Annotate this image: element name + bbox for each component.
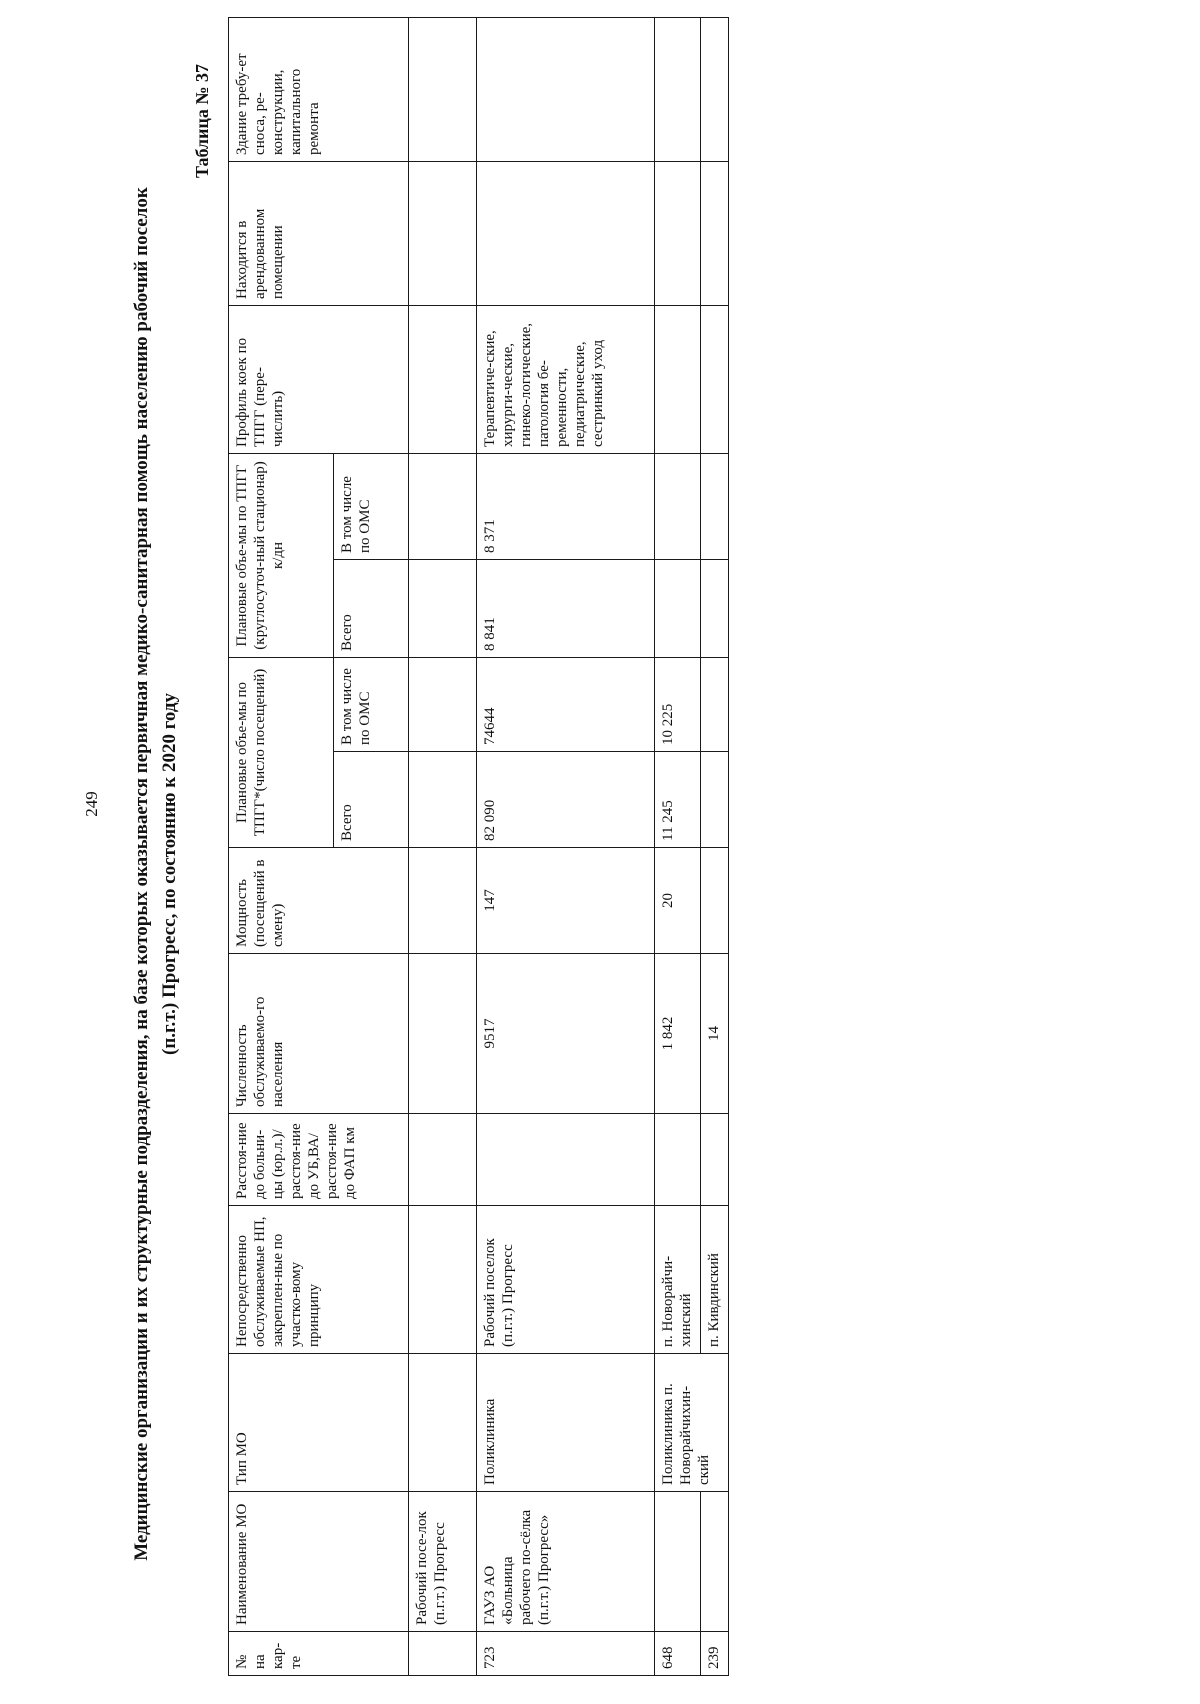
cell-demolition bbox=[655, 17, 701, 161]
cell-distance bbox=[655, 1114, 701, 1206]
cell-capacity: 147 bbox=[477, 848, 655, 954]
cell-inpatient-oms: 8 371 bbox=[477, 453, 655, 559]
cell-population: 1 842 bbox=[655, 954, 701, 1114]
cell-settlements bbox=[409, 1206, 477, 1354]
header-col-distance: Расстоя-ние до больни-цы (юр.л.)/ расстоя-ние до УБ,ВА/ расстоя-ние до ФАП км bbox=[229, 1114, 409, 1206]
cell-rented bbox=[655, 161, 701, 305]
cell-visits-total bbox=[701, 752, 729, 848]
cell-distance bbox=[409, 1114, 477, 1206]
header-visits-oms: В том числе по ОМС bbox=[334, 657, 409, 751]
cell-settlements: Рабочий поселок (п.г.т.) Прогресс bbox=[477, 1206, 655, 1354]
header-col-bed-profile: Профиль коек по ТПГГ (пере-числить) bbox=[229, 305, 409, 453]
cell-capacity: 20 bbox=[655, 848, 701, 954]
cell-demolition bbox=[701, 17, 729, 161]
header-col-population: Численность обслуживаемо-го населения bbox=[229, 954, 409, 1114]
cell-inpatient-total: 8 841 bbox=[477, 559, 655, 657]
cell-rented bbox=[477, 161, 655, 305]
cell-bed-profile: Терапевтиче-ские, хирурги-ческие, гинеко-логические, патология бе-ременности, педиатрические, сестринкий уход bbox=[477, 305, 655, 453]
header-col-mo-name: Наименование МО bbox=[229, 1492, 409, 1632]
cell-capacity bbox=[701, 848, 729, 954]
cell-inpatient-oms bbox=[409, 453, 477, 559]
cell-bed-profile bbox=[409, 305, 477, 453]
cell-bed-profile bbox=[701, 305, 729, 453]
cell-inpatient-oms bbox=[655, 453, 701, 559]
cell-visits-oms bbox=[409, 657, 477, 751]
cell-visits-oms: 74644 bbox=[477, 657, 655, 751]
header-col-inpatient: Плановые объе-мы по ТПГГ (круглосуточ-ный стационар) к/дн bbox=[229, 453, 334, 657]
cell-rented bbox=[409, 161, 477, 305]
header-col-visits: Плановые объе-мы по ТПГГ*(число посещений) bbox=[229, 657, 334, 847]
cell-visits-total bbox=[409, 752, 477, 848]
cell-bed-profile bbox=[655, 305, 701, 453]
cell-mo-name bbox=[701, 1492, 729, 1632]
cell-inpatient-total bbox=[409, 559, 477, 657]
cell-mo-name: Рабочий посе-лок (п.г.т.) Прогресс bbox=[409, 1492, 477, 1632]
cell-demolition bbox=[477, 17, 655, 161]
cell-mo-name: ГАУЗ АО «Больница рабочего по-сёлка (п.г.т.) Прогресс» bbox=[477, 1492, 655, 1632]
cell-settlements: п. Кивдинский bbox=[701, 1206, 729, 1354]
table-label: Таблица № 37 bbox=[192, 64, 212, 179]
header-col-rented: Находится в арендованном помещении bbox=[229, 161, 409, 305]
header-row-1 bbox=[229, 17, 334, 1675]
cell-inpatient-oms bbox=[701, 453, 729, 559]
cell-population: 9517 bbox=[477, 954, 655, 1114]
cell-number bbox=[409, 1632, 477, 1676]
header-inpatient-total: Всего bbox=[334, 559, 409, 657]
header-col-capacity: Мощность (посещений в смену) bbox=[229, 848, 409, 954]
header-col-settlements: Непосредственно обслуживаемые НП, закреплен-ные по участко-вому принципу bbox=[229, 1206, 409, 1354]
cell-mo-type: Поликлиника bbox=[477, 1354, 655, 1492]
page-number: 249 bbox=[82, 791, 101, 817]
cell-visits-oms: 10 225 bbox=[655, 657, 701, 751]
cell-inpatient-total bbox=[655, 559, 701, 657]
cell-inpatient-total bbox=[701, 559, 729, 657]
cell-demolition bbox=[409, 17, 477, 161]
cell-population bbox=[409, 954, 477, 1114]
header-col-number: № на кар-те bbox=[229, 1632, 409, 1676]
medical-organizations-table bbox=[228, 17, 729, 1676]
cell-visits-total: 82 090 bbox=[477, 752, 655, 848]
cell-capacity bbox=[409, 848, 477, 954]
cell-number: 723 bbox=[477, 1632, 655, 1676]
cell-mo-type: Поликлиника п. Новорайчихин-ский bbox=[655, 1354, 729, 1492]
table-row bbox=[477, 17, 655, 1675]
cell-number: 648 bbox=[655, 1632, 701, 1676]
cell-rented bbox=[701, 161, 729, 305]
cell-visits-total: 11 245 bbox=[655, 752, 701, 848]
header-visits-total: Всего bbox=[334, 752, 409, 848]
cell-population: 14 bbox=[701, 954, 729, 1114]
header-col-mo-type: Тип МО bbox=[229, 1354, 409, 1492]
table-row bbox=[409, 17, 477, 1675]
cell-settlements: п. Новорайчи-хинский bbox=[655, 1206, 701, 1354]
document-title: Медицинские организации и их структурные подразделения, на базе которых оказывается первичная медико-санитарная помощь населению рабочий поселок (п.г.т.) Прогресс, по состоянию к 2020 году bbox=[131, 187, 180, 1561]
cell-distance bbox=[477, 1114, 655, 1206]
cell-mo-type bbox=[409, 1354, 477, 1492]
cell-distance bbox=[701, 1114, 729, 1206]
cell-visits-oms bbox=[701, 657, 729, 751]
cell-number: 239 bbox=[701, 1632, 729, 1676]
header-inpatient-oms: В том числе по ОМС bbox=[334, 453, 409, 559]
header-col-demolition: Здание требу-ет сноса, ре-конструкции, капитального ремонта bbox=[229, 17, 409, 161]
cell-mo-name bbox=[655, 1492, 701, 1632]
table-row bbox=[655, 17, 701, 1675]
